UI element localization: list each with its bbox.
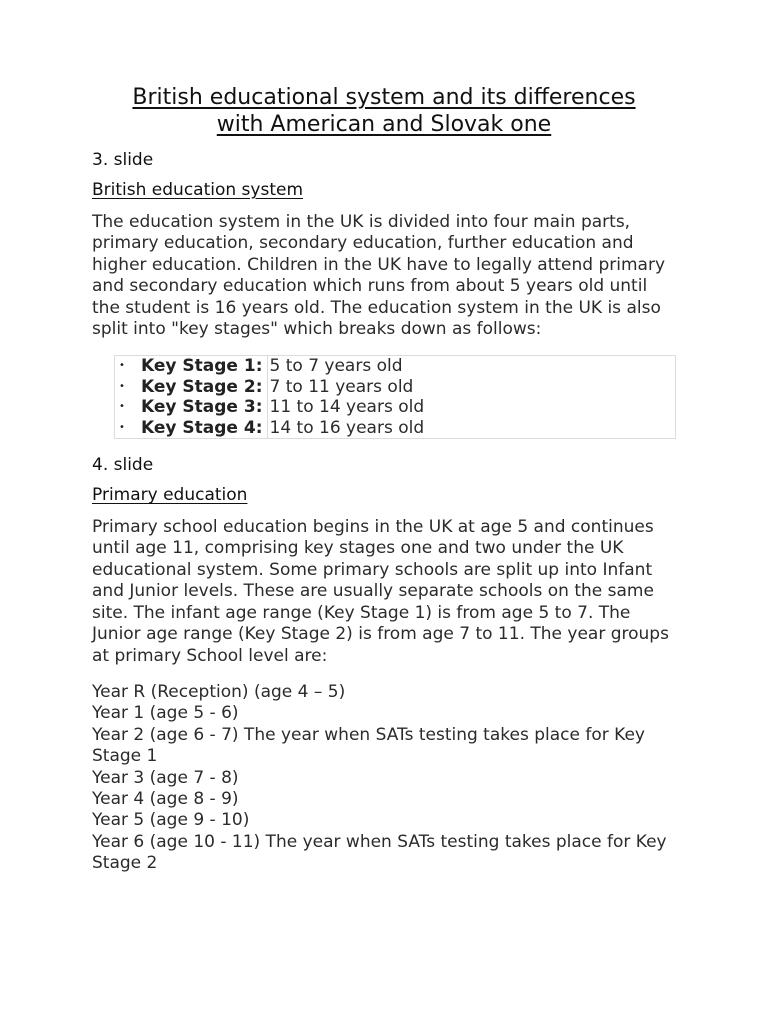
key-stage-label: Key Stage 4: xyxy=(141,418,268,438)
key-stage-label: Key Stage 1: xyxy=(141,356,268,376)
title-line-2: with American and Slovak one xyxy=(216,112,552,137)
bullet-icon: • xyxy=(119,380,125,392)
key-stage-item xyxy=(117,397,675,417)
slide-4-label: 4. slide xyxy=(92,455,154,476)
key-stage-label: Key Stage 3: xyxy=(141,397,268,417)
year-group-item: Year R (Reception) (age 4 – 5) xyxy=(92,681,346,702)
key-stage-ages: 14 to 16 years old xyxy=(269,417,425,438)
key-stage-item xyxy=(117,418,675,438)
key-stage-label: Key Stage 2: xyxy=(141,377,268,397)
british-education-paragraph: The education system in the UK is divided into four main parts, primary education, secondary education, further education and higher education. Children in the UK have to legally attend primary and secondary education which runs from about 5 years old until the student is 16 years old. The education system in the UK is also split into "key stages" which breaks down as follows: xyxy=(92,212,666,340)
year-groups-list xyxy=(92,682,676,875)
key-stages-list xyxy=(114,355,676,439)
bullet-icon: • xyxy=(119,360,125,372)
year-group-item: Year 5 (age 9 - 10) xyxy=(92,810,250,831)
primary-education-heading: Primary education xyxy=(92,485,248,506)
bullet-icon: • xyxy=(119,401,125,413)
year-group-item: Year 2 (age 6 - 7) The year when SATs testing takes place for Key Stage 1 xyxy=(92,724,645,767)
year-group-item: Year 3 (age 7 - 8) xyxy=(92,767,239,788)
bullet-icon: • xyxy=(119,421,125,433)
key-stage-ages: 5 to 7 years old xyxy=(269,356,403,377)
year-group-item: Year 1 (age 5 - 6) xyxy=(92,703,239,724)
document-title xyxy=(92,84,676,138)
title-line-1: British educational system and its differences xyxy=(132,85,636,110)
year-group-item: Year 4 (age 8 - 9) xyxy=(92,788,239,809)
primary-education-paragraph: Primary school education begins in the UK at age 5 and continues until age 11, comprising key stages one and two under the UK educational system. Some primary schools are split up into Infant and Junior levels. These are usually separate schools on the same site. The infant age range (Key Stage 1) is from age 5 to 7. The Junior age range (Key Stage 2) is from age 7 to 11. The year groups at primary School level are: xyxy=(92,517,669,666)
key-stage-item xyxy=(117,377,675,397)
key-stage-ages: 11 to 14 years old xyxy=(269,397,425,418)
slide-3-label: 3. slide xyxy=(92,150,154,170)
key-stage-ages: 7 to 11 years old xyxy=(269,376,414,397)
key-stage-item xyxy=(117,356,675,376)
year-group-item: Year 6 (age 10 - 11) The year when SATs testing takes place for Key Stage 2 xyxy=(92,831,667,874)
british-education-heading: British education system xyxy=(92,180,304,200)
